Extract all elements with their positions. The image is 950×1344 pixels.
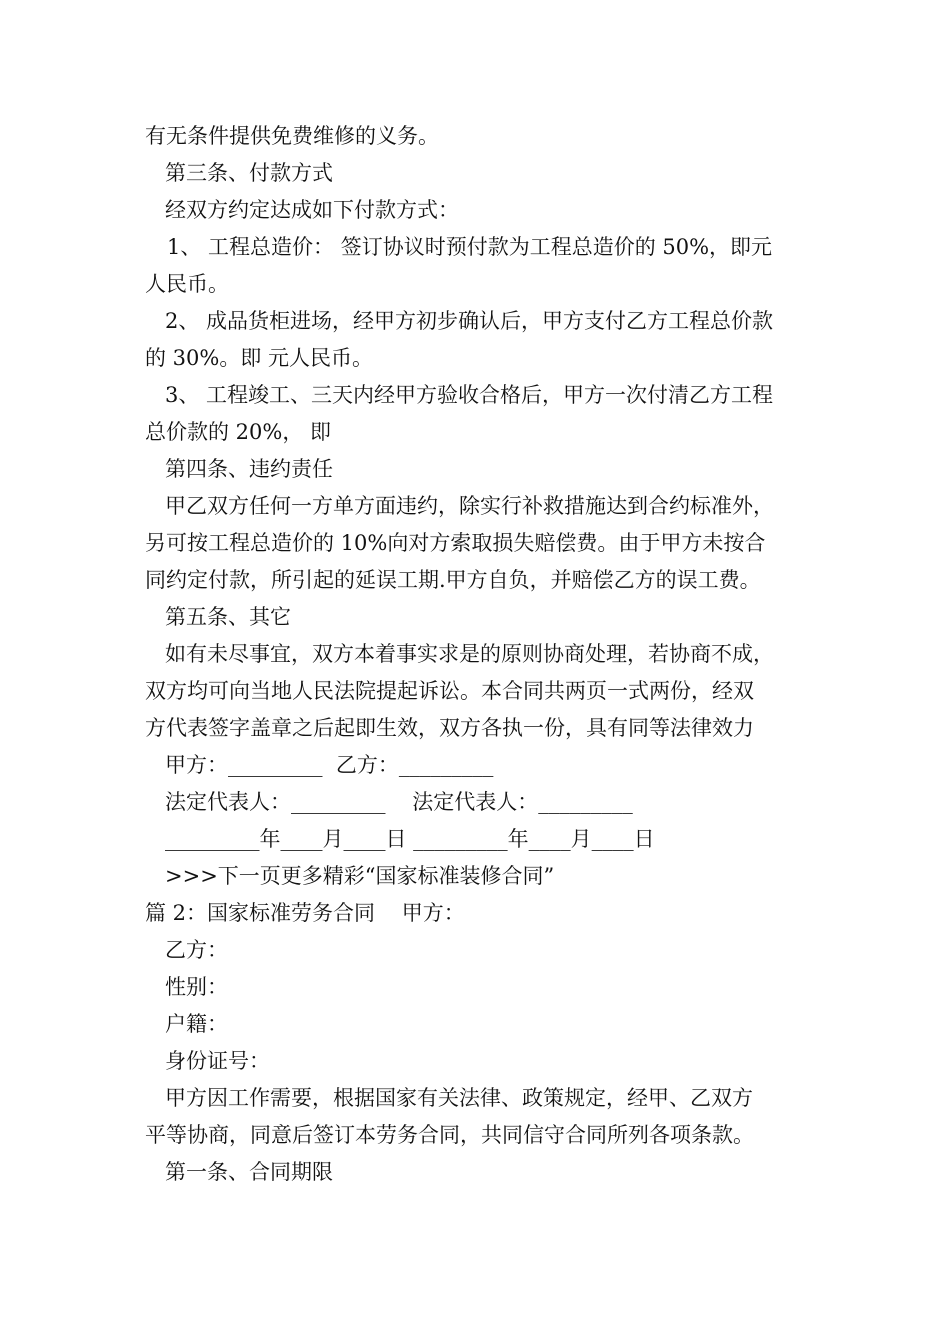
list-item-1: 1、 工程总造价： 签订协议时预付款为工程总造价的 50%，即元 [167, 235, 773, 259]
paragraph-line: 平等协商，同意后签订本劳务合同，共同信守合同所列各项条款。 [145, 1123, 754, 1147]
id-number-label: 身份证号： [165, 1049, 270, 1073]
signature-date-line: _________年____月____日 _________年____月____日 [165, 827, 655, 851]
next-page-link[interactable]: >>>下一页更多精彩“国家标准装修合同” [165, 864, 555, 888]
paragraph-line: 如有未尽事宜，双方本着事实求是的原则协商处理，若协商不成， [165, 642, 774, 666]
paragraph-line: 同约定付款，所引起的延误工期.甲方自负，并赔偿乙方的误工费。 [145, 568, 761, 592]
paragraph-line: 有无条件提供免费维修的义务。 [145, 124, 439, 148]
section-heading-liability: 第四条、违约责任 [165, 457, 333, 481]
paragraph-line: 甲乙双方任何一方单方面违约，除实行补救措施达到合约标准外， [165, 494, 774, 518]
paragraph-line: 甲方因工作需要，根据国家有关法律、政策规定，经甲、乙双方 [165, 1086, 753, 1110]
section-heading-term: 第一条、合同期限 [165, 1160, 333, 1184]
paragraph-line: 经双方约定达成如下付款方式： [165, 198, 459, 222]
party-b-label: 乙方： [165, 938, 228, 962]
paragraph-line: 双方均可向当地人民法院提起诉讼。本合同共两页一式两份，经双 [145, 679, 754, 703]
list-item-3: 3、 工程竣工、三天内经甲方验收合格后，甲方一次付清乙方工程 [165, 383, 774, 407]
paragraph-line: 另可按工程总造价的 10%向对方索取损失赔偿费。由于甲方未按合 [145, 531, 766, 555]
paragraph-line: 人民币。 [145, 272, 229, 296]
paragraph-line: 总价款的 20%， 即 [145, 420, 332, 444]
household-registration-label: 户籍： [165, 1012, 228, 1036]
signature-parties-line: 甲方：_________ 乙方：_________ [165, 753, 494, 777]
section-heading-payment: 第三条、付款方式 [165, 161, 333, 185]
article-2-title: 篇 2：国家标准劳务合同 甲方： [145, 901, 465, 925]
section-heading-other: 第五条、其它 [165, 605, 291, 629]
paragraph-line: 的 30%。即 元人民币。 [145, 346, 374, 370]
document-body [145, 118, 825, 1191]
signature-representatives-line: 法定代表人：_________ 法定代表人：_________ [165, 790, 633, 814]
list-item-2: 2、 成品货柜进场，经甲方初步确认后，甲方支付乙方工程总价款 [165, 309, 774, 333]
gender-label: 性别： [165, 975, 228, 999]
paragraph-line: 方代表签字盖章之后起即生效，双方各执一份，具有同等法律效力 [145, 716, 754, 740]
